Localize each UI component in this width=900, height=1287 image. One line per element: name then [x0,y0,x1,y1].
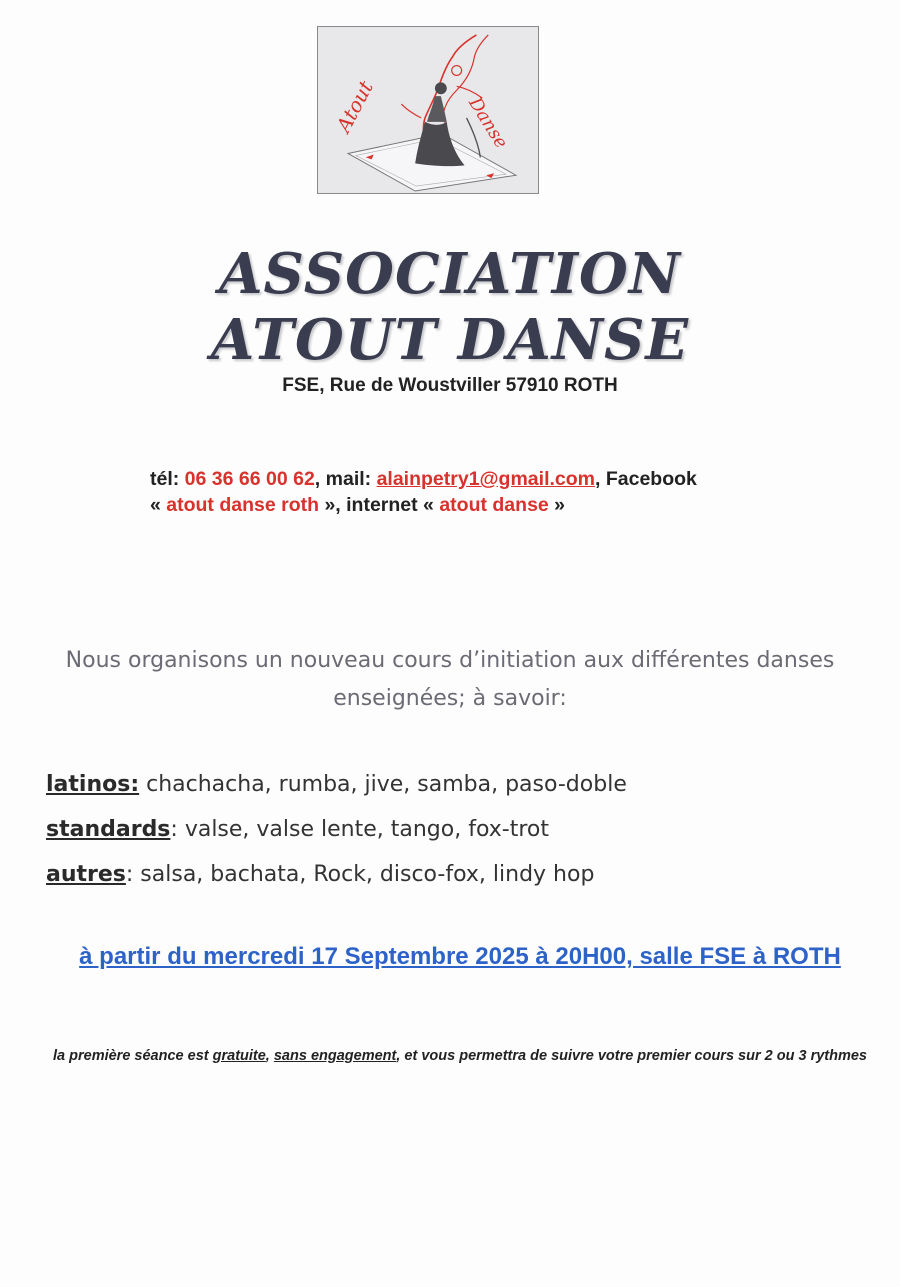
title-line-2: ATOUT DANSE [210,307,690,373]
title-line-1: ASSOCIATION [219,241,681,307]
start-date-announcement: à partir du mercredi 17 Septembre 2025 à 20H00, salle FSE à ROTH [79,943,841,970]
dance-list [46,762,866,897]
svg-text:Danse: Danse [464,93,512,153]
dancers-logo-icon [318,27,538,193]
tel-label: tél: [150,468,185,490]
internet-label: », internet « [319,494,440,516]
internet-name: atout danse [439,494,549,516]
dance-category: standards [46,817,171,842]
intro-text: Nous organisons un nouveau cours d’initiation aux différentes danses enseignées; à savoir: [65,648,835,711]
mail-label: , mail: [314,468,377,490]
quote-open: « [150,494,167,516]
dance-items: valse, valse lente, tango, fox-trot [184,817,549,842]
facebook-name: atout danse roth [166,494,320,516]
email-link[interactable]: alainpetry1@gmail.com [376,468,596,490]
logo [317,26,539,194]
dance-category: autres [46,862,126,887]
dance-items: salsa, bachata, Rock, disco-fox, lindy hop [140,862,595,887]
facebook-label: , Facebook [595,468,697,490]
dance-category: latinos: [46,772,140,797]
free-label: gratuite [212,1048,266,1064]
quote-close: » [548,494,566,516]
contact-info [150,466,790,518]
footnote: la première séance est gratuite, sans engagement, et vous permettra de suivre votre premier cours sur 2 ou 3 rythmes [53,1048,867,1064]
dance-items: chachacha, rumba, jive, samba, paso-doble [146,772,627,797]
phone-number[interactable]: 06 36 66 00 62 [184,468,315,490]
dance-row-autres: autres: salsa, bachata, Rock, disco-fox, lindy hop [46,862,595,887]
no-commitment-label: sans engagement [273,1048,397,1064]
dance-row-standards: standards: valse, valse lente, tango, fox-trot [46,817,549,842]
address: FSE, Rue de Woustviller 57910 ROTH [282,375,618,396]
svg-text:Atout: Atout [332,77,378,137]
dance-row-latinos [46,762,866,807]
